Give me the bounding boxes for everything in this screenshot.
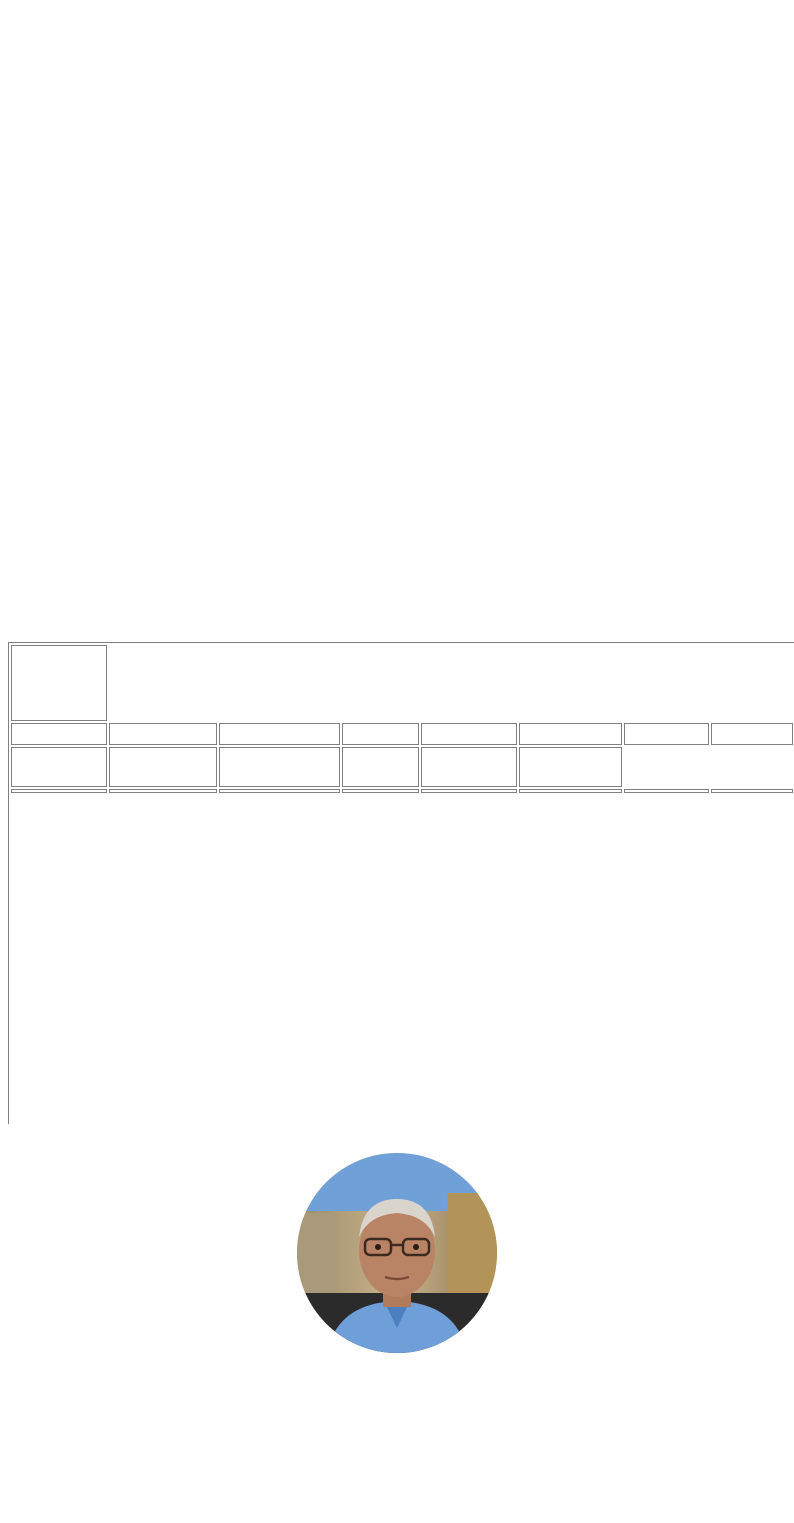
- worksheet-period: [11, 645, 107, 721]
- group-balance-sheet: [519, 747, 623, 787]
- group-cell: [624, 723, 708, 745]
- group-cell: [421, 723, 517, 745]
- col-dr: [519, 789, 623, 793]
- col-cr: [219, 789, 340, 793]
- col-dr: [109, 789, 217, 793]
- group-unadjusted: [109, 723, 217, 745]
- group-adjusted-trial-balance: [342, 747, 418, 787]
- group-cell: [11, 747, 107, 787]
- group-adjustments: [219, 747, 340, 787]
- worksheet-title-row: [11, 645, 793, 721]
- worksheet-group-row-1: [11, 723, 793, 745]
- group-cell: [711, 723, 793, 745]
- worksheet-column-header-row: [11, 789, 793, 793]
- group-cell: [219, 723, 340, 745]
- col-dr: [711, 789, 793, 793]
- group-income-stmt: [421, 747, 517, 787]
- avatar: [297, 1153, 497, 1353]
- worksheet-group-row-2: [11, 747, 793, 787]
- worksheet-scroll-area[interactable]: [8, 642, 794, 1124]
- group-cell: [519, 723, 623, 745]
- group-cell: [11, 723, 107, 745]
- col-cr: [421, 789, 517, 793]
- col-dr: [342, 789, 418, 793]
- col-cr: [624, 789, 708, 793]
- col-account-title: [11, 789, 107, 793]
- author-photo: [297, 1153, 497, 1353]
- group-adjusted: [342, 723, 418, 745]
- group-trial-balance: [109, 747, 217, 787]
- worksheet-table: [9, 643, 794, 795]
